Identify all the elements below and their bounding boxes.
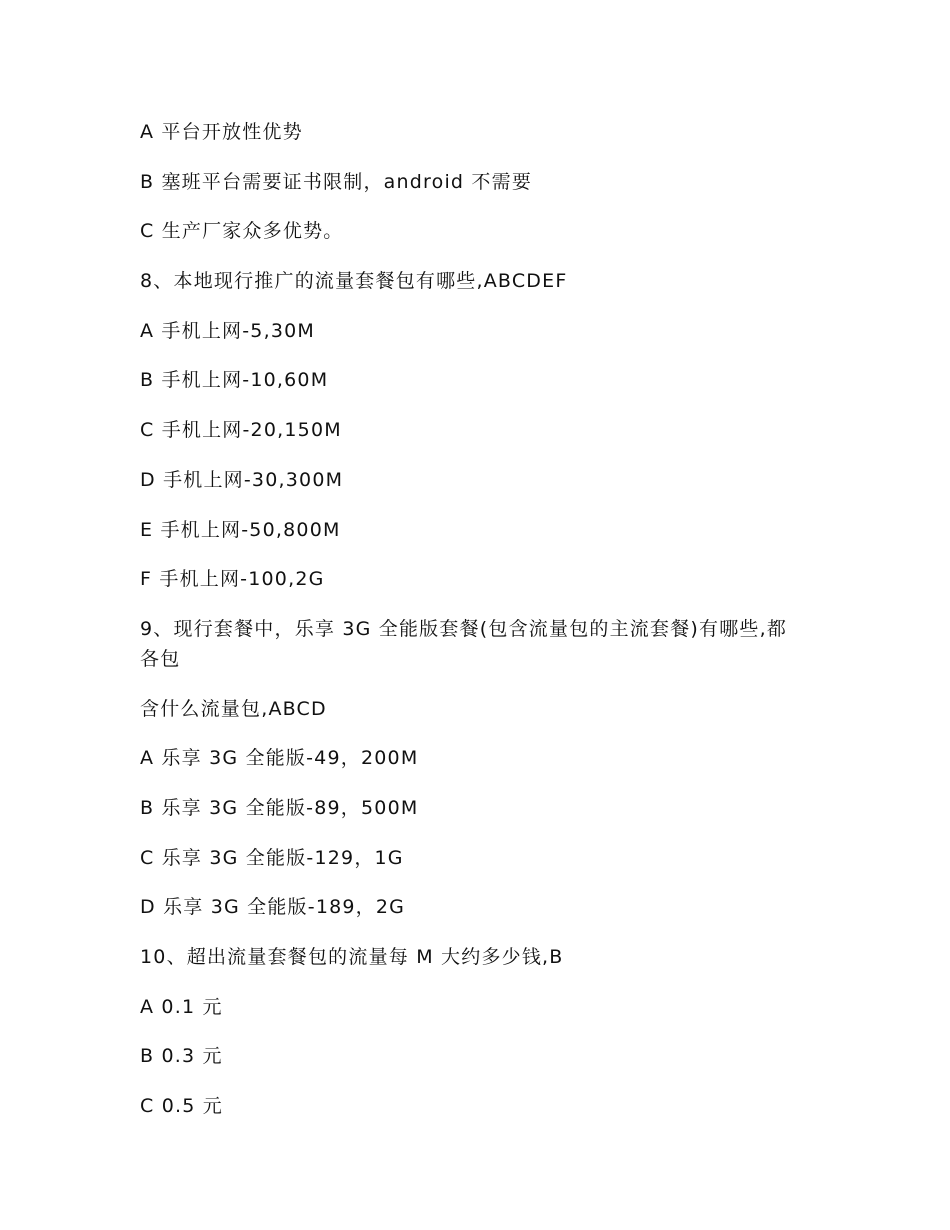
option-line: B 手机上网-10,60M <box>140 369 329 392</box>
option-line: C 0.5 元 <box>140 1095 223 1118</box>
question-line: 9、现行套餐中，乐享 3G 全能版套餐(包含流量包的主流套餐)有哪些,都 <box>140 617 788 640</box>
option-line: C 乐享 3G 全能版-129，1G <box>140 846 404 869</box>
option-line: D 手机上网-30,300M <box>140 468 344 491</box>
question-line: 含什么流量包,ABCD <box>140 697 327 720</box>
question-line: 8、本地现行推广的流量套餐包有哪些,ABCDEF <box>140 270 568 293</box>
option-line: C 手机上网-20,150M <box>140 419 342 442</box>
option-line: C 生产厂家众多优势。 <box>140 220 344 243</box>
option-line: A 平台开放性优势 <box>140 121 303 143</box>
option-line: B 塞班平台需要证书限制，android 不需要 <box>140 170 533 193</box>
option-line: B 0.3 元 <box>140 1045 223 1068</box>
question-line: 10、超出流量套餐包的流量每 M 大约多少钱,B <box>140 946 564 968</box>
option-line: A 0.1 元 <box>140 995 223 1018</box>
option-line: B 乐享 3G 全能版-89，500M <box>140 796 419 819</box>
option-line: D 乐享 3G 全能版-189，2G <box>140 896 406 919</box>
option-line: A 手机上网-5,30M <box>140 319 315 342</box>
question-text-block <box>140 117 820 1141</box>
option-line: E 手机上网-50,800M <box>140 518 341 541</box>
question-line-continued: 各包 <box>140 647 181 670</box>
option-line: A 乐享 3G 全能版-49，200M <box>140 747 419 770</box>
option-line: F 手机上网-100,2G <box>140 568 325 591</box>
